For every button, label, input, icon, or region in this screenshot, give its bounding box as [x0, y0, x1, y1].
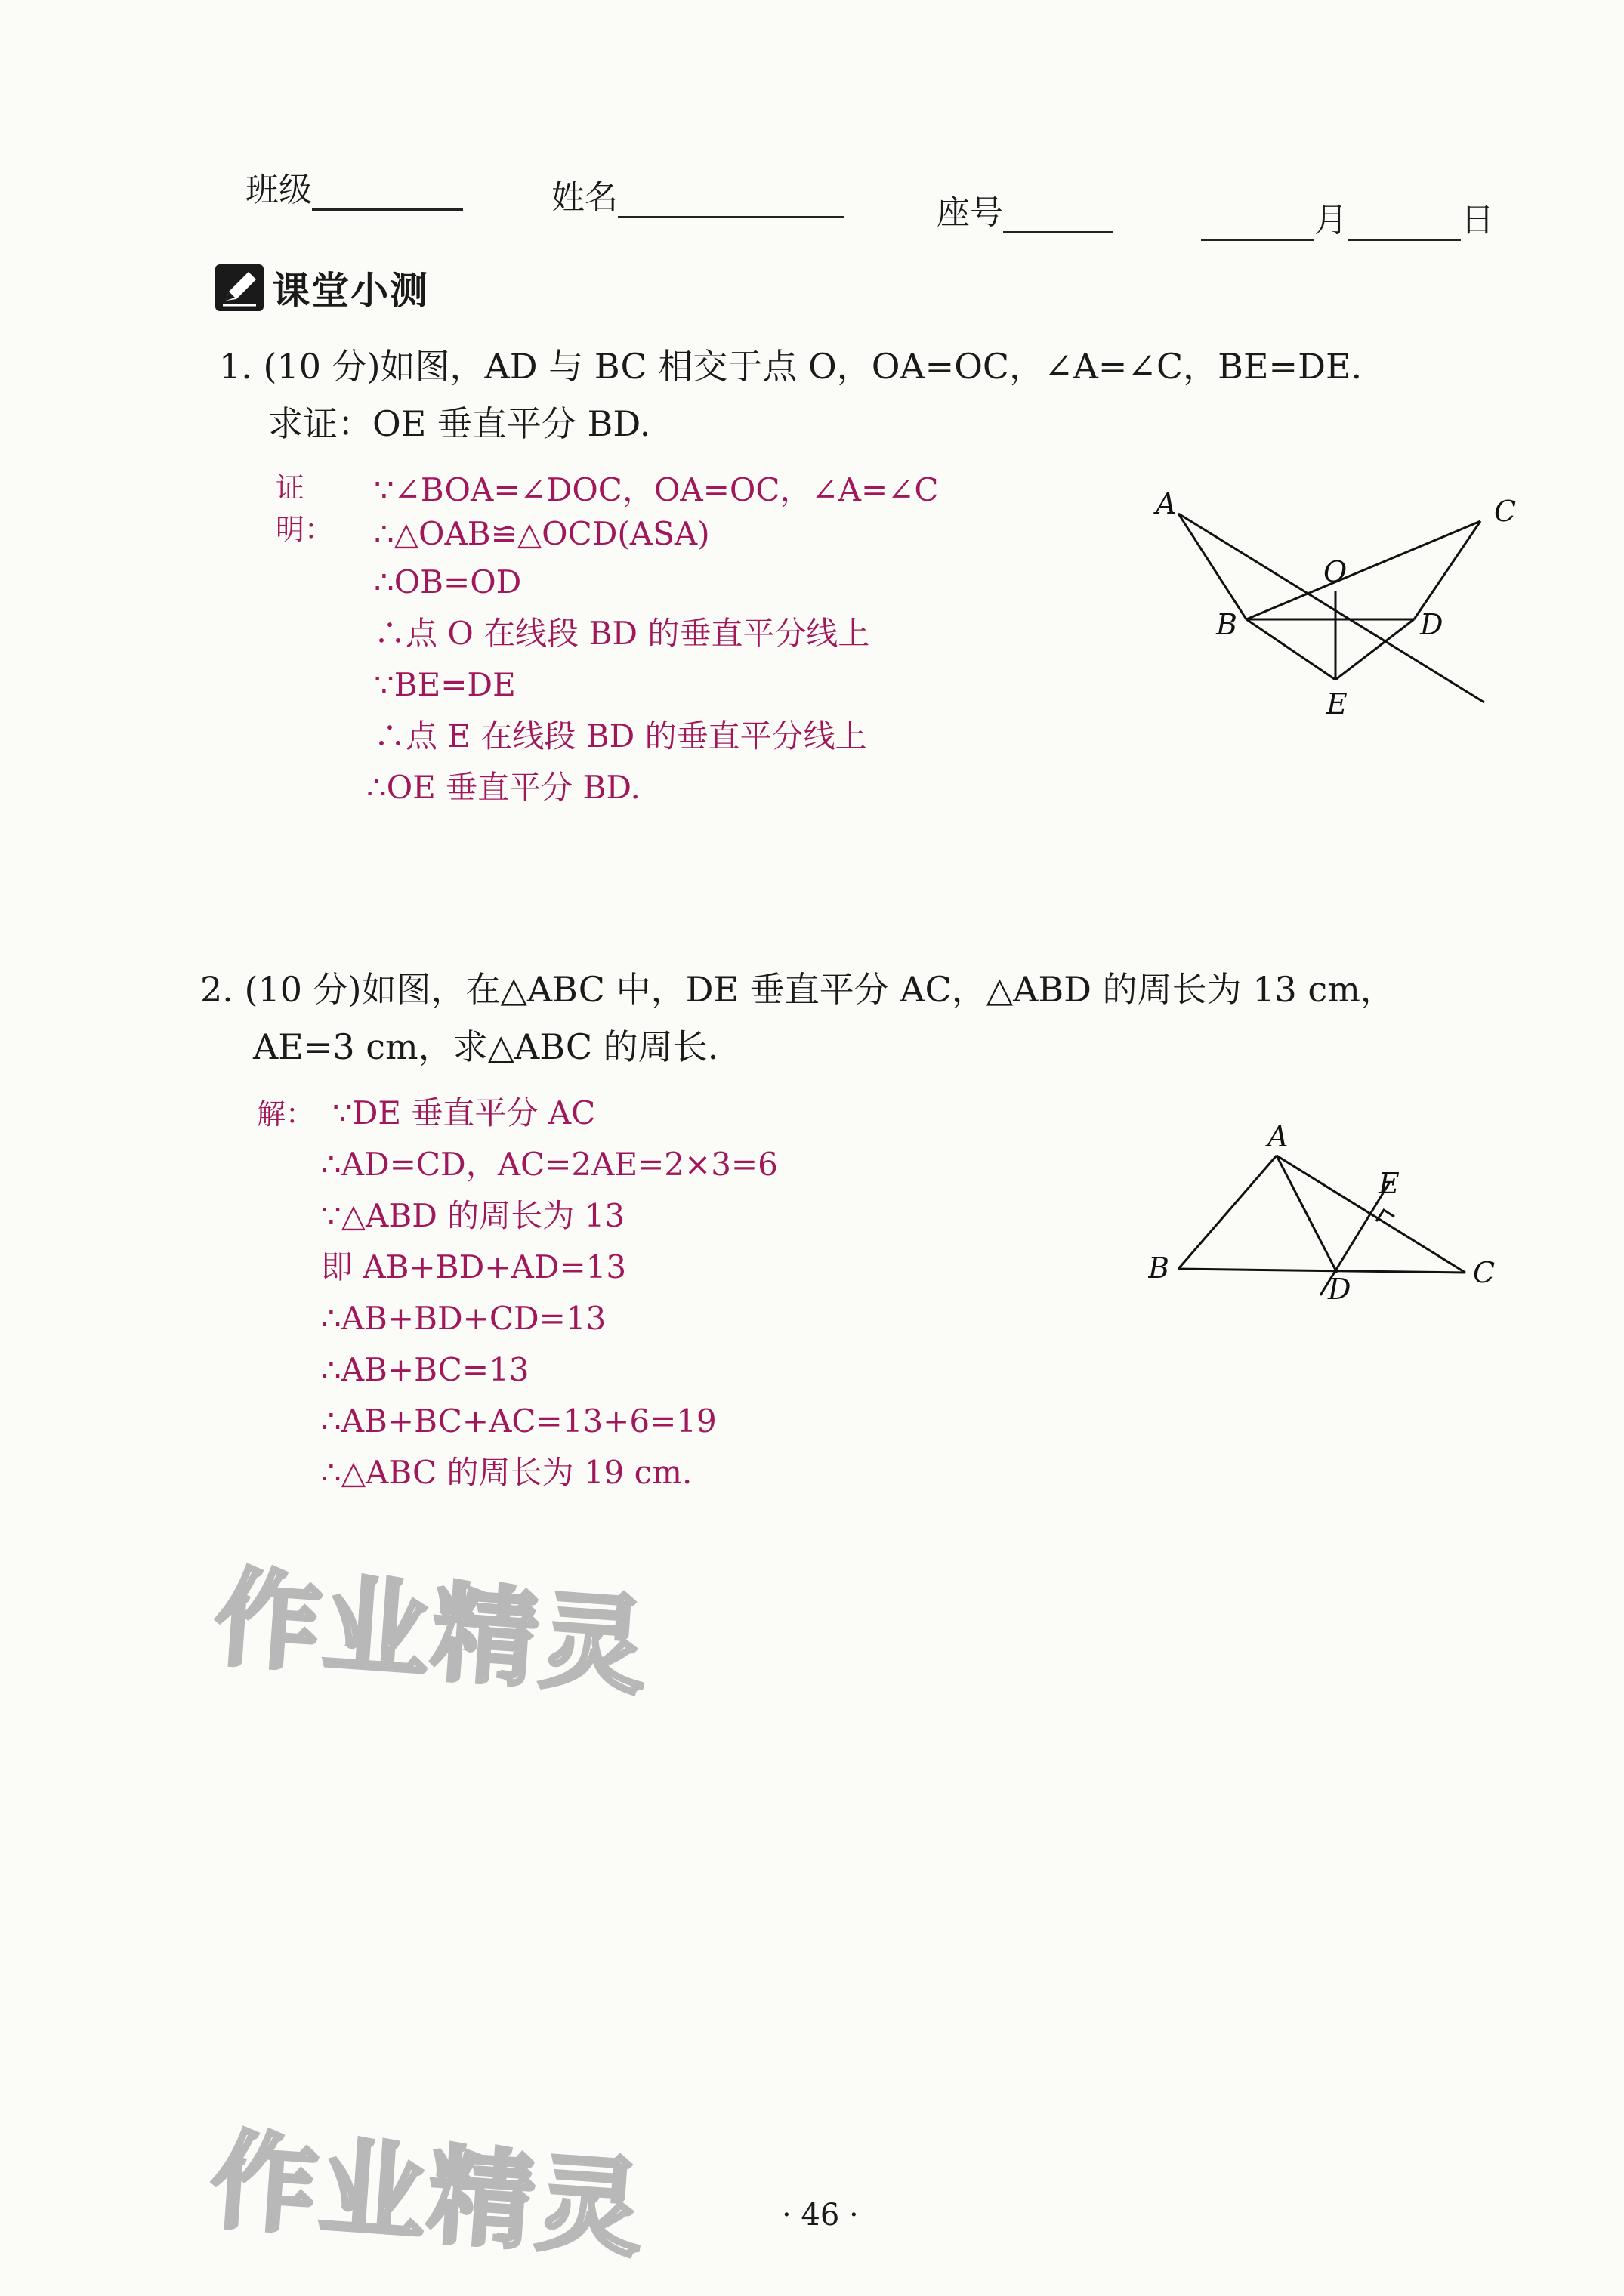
- solution-label: 解：: [257, 1097, 315, 1131]
- label-b: B: [1148, 1251, 1169, 1285]
- label-a: A: [1267, 1120, 1289, 1153]
- segment-bc: [1178, 1269, 1465, 1273]
- answer-line: 即 AB+BD+AD=13: [321, 1248, 627, 1285]
- seat-blank: [1003, 201, 1113, 233]
- watermark: 作业精灵: [211, 1557, 654, 1710]
- question-2-line-1: 2. (10 分)如图，在△ABC 中，DE 垂直平分 AC，△ABD 的周长为 13 cm，: [200, 969, 1395, 1010]
- label-d: D: [1328, 1273, 1351, 1306]
- watermark: 作业精灵: [207, 2119, 650, 2273]
- question-2: [200, 963, 1395, 1073]
- answer-line: ∵△ABD 的周长为 13: [321, 1197, 625, 1234]
- day-label: 日: [1461, 201, 1494, 239]
- answer-line: ∴AB+BD+CD=13: [321, 1300, 607, 1337]
- label-b: B: [1216, 608, 1237, 641]
- section-title: 课堂小测: [272, 269, 430, 313]
- question-1-line-1: 1. (10 分)如图，AD 与 BC 相交于点 O，OA=OC，∠A=∠C，BE=DE.: [219, 346, 1363, 387]
- answer-line: ∴OE 垂直平分 BD.: [366, 769, 641, 806]
- segment-ab: [1178, 1156, 1277, 1269]
- answer-line: ∴AD=CD，AC=2AE=2×3=6: [321, 1146, 778, 1183]
- answer-line: ∵DE 垂直平分 AC: [332, 1094, 596, 1131]
- question-1: [219, 340, 1362, 450]
- segment-bc: [1246, 521, 1480, 619]
- section-header: [215, 261, 429, 315]
- segment-be: [1246, 619, 1335, 680]
- name-label: 姓名: [551, 178, 618, 217]
- question-2-line-2: AE=3 cm，求△ABC 的周长.: [253, 1026, 719, 1067]
- seat-label: 座号: [937, 193, 1003, 232]
- answer-line: ∴AB+BC=13: [321, 1351, 529, 1388]
- label-o: O: [1323, 555, 1348, 588]
- month-blank: [1201, 208, 1314, 241]
- figure-1: [1133, 483, 1556, 733]
- label-c: C: [1473, 1256, 1496, 1289]
- answer-line: ∴△OAB≌△OCD(ASA): [374, 515, 710, 552]
- header-row: [245, 162, 1514, 238]
- answer-line: ∵∠BOA=∠DOC，OA=OC，∠A=∠C: [374, 471, 939, 508]
- segment-de: [1335, 619, 1414, 680]
- name-blank: [618, 186, 844, 218]
- label-a: A: [1156, 487, 1177, 520]
- day-blank: [1348, 208, 1461, 241]
- class-label: 班级: [245, 171, 312, 209]
- label-e: E: [1326, 687, 1348, 721]
- label-d: D: [1420, 608, 1443, 641]
- page-number: · 46 ·: [782, 2198, 859, 2233]
- pencil-icon: [215, 264, 264, 311]
- answer-line: ∵BE=DE: [374, 666, 516, 703]
- question-1-line-2: 求证：OE 垂直平分 BD.: [268, 403, 651, 444]
- figure-2: [1148, 1118, 1526, 1314]
- label-e: E: [1379, 1167, 1400, 1200]
- month-label: 月: [1314, 201, 1348, 239]
- label-c: C: [1494, 495, 1517, 528]
- answer-line: ∴点 O 在线段 BD 的垂直平分线上: [374, 615, 870, 652]
- class-blank: [312, 178, 463, 211]
- segment-ab: [1178, 514, 1246, 619]
- answer-line: ∴点 E 在线段 BD 的垂直平分线上: [374, 718, 867, 755]
- proof-label: 证明：: [276, 471, 334, 546]
- answer-line: ∴OB=OD: [374, 563, 522, 600]
- answer-line: ∴AB+BC+AC=13+6=19: [321, 1403, 717, 1440]
- answer-line: ∴△ABC 的周长为 19 cm.: [321, 1454, 693, 1491]
